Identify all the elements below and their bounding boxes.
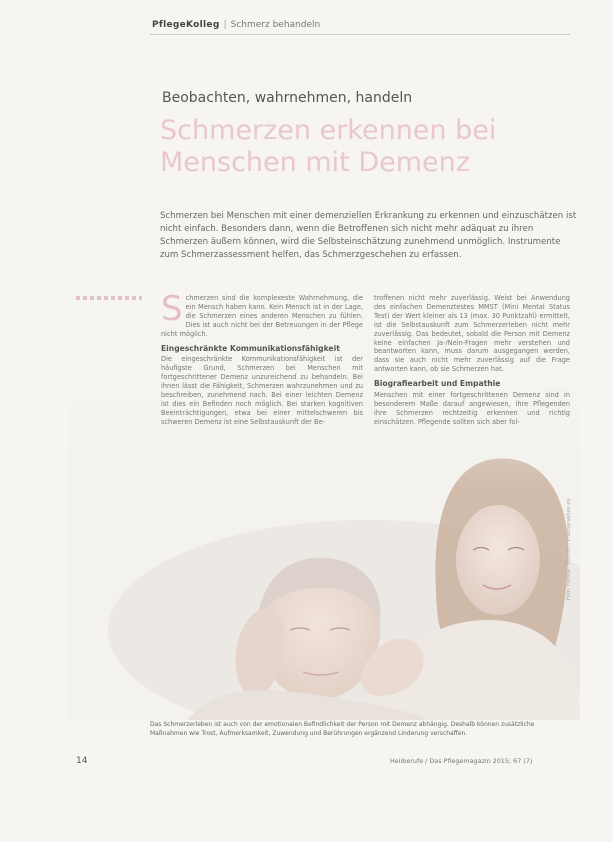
- page-number: 14: [76, 756, 88, 766]
- title-line-1: Schmerzen erkennen bei: [160, 115, 497, 146]
- header-brand: PflegeKolleg: [152, 20, 220, 30]
- col1-lead-paragraph: chmerzen sind die komplexeste Wahrnehmung, die ein Mensch haben kann. Kein Mensch ist in der Lage, die Schmerzen eines anderen Menschen zu fühlen. Dies ist auch nicht bei der Betreuungen in der Pflege nicht möglich.: [161, 294, 363, 338]
- body-column-1: [161, 289, 363, 427]
- col1-body-paragraph: Die eingeschränkte Kommunikationsfähigkeit ist der häufigste Grund, Schmerzen bei Menschen mit fortgeschrittener Demenz unzureichend zu behandeln. Bei ihnen lässt die Fähigkeit, Schmerzen wahrzunehmen und zu beschreiben, zunehmend nach. Bei einer leichten Demenz ist dies ein Befinden noch möglich. Bei starken kognitiven Beeinträchtigungen, etwa bei einer mittelschweren bis schweren Demenz ist eine Selbstauskunft der Be-: [161, 355, 363, 426]
- footer-citation: Heilberufe / Das Pflegemagazin 2015; 67 (7): [390, 757, 533, 765]
- article-intro: Schmerzen bei Menschen mit einer demenziellen Erkrankung zu erkennen und einzuschätzen ist nicht einfach. Besonders dann, wenn die Betroffenen sich nicht mehr adäquat zu ihren Schmerzen äußern können, wird die Selbsteinschätzung zunehmend unmöglich. Instrumente zum Schmerzassessment helfen, das Schmerzgeschehen zu erfassen.: [160, 211, 577, 260]
- photo-credit: Foto: Fotolia · Kzenon / Photographee.eu: [566, 498, 572, 600]
- col2-lead-paragraph: troffenen nicht mehr zuverlässig. Weist bei Anwendung des einfachen Demenztestes MMST (Mini Mental Status Test) der Wert kleiner als 13 (max. 30 Punktzahl) ermittelt, ist die Selbstauskunft zum Schmerzerleben nicht mehr zuverlässig. Das bedeutet, sobald die Person mit Demenz keine einfachen Ja-/Nein-Fragen mehr verstehen und beantworten kann, muss darum ausgegangen werden, dass sie auch nicht mehr zuverlässig auf die Frage antworten kann, ob sie Schmerzen hat.: [374, 294, 570, 374]
- header-section: Schmerz behandeln: [230, 20, 321, 30]
- col2-subheading: Biografiearbeit und Empathie: [374, 379, 501, 389]
- body-column-2: [374, 294, 570, 427]
- running-header: [152, 20, 320, 30]
- header-rule: [150, 34, 570, 35]
- article-kicker: Beobachten, wahrnehmen, handeln: [162, 90, 413, 106]
- title-line-2: Menschen mit Demenz: [160, 147, 470, 178]
- photo-caption: Das Schmerzerleben ist auch von der emotionalen Befindlichkeit der Person mit Demenz abhängig. Deshalb können zusätzliche Maßnahmen wie Trost, Aufmerksamkeit, Zuwendung und Berührungen ergänzend Linderung verschaffen.: [150, 721, 535, 737]
- col2-body-paragraph: Menschen mit einer fortgeschrittenen Demenz sind in besonderem Maße darauf angewiesen, ihre Pflegenden ihre Schmerzen rechtzeitig erkennen und richtig einschätzen. Pflegende sollten sich aber fol-: [374, 391, 570, 426]
- ghost-text-decoration: [76, 568, 148, 578]
- header-separator: |: [223, 20, 227, 30]
- col1-subheading: Eingeschränkte Kommunikationsfähigkeit: [161, 343, 340, 353]
- article-title: [160, 115, 580, 179]
- drop-cap: S: [161, 289, 183, 329]
